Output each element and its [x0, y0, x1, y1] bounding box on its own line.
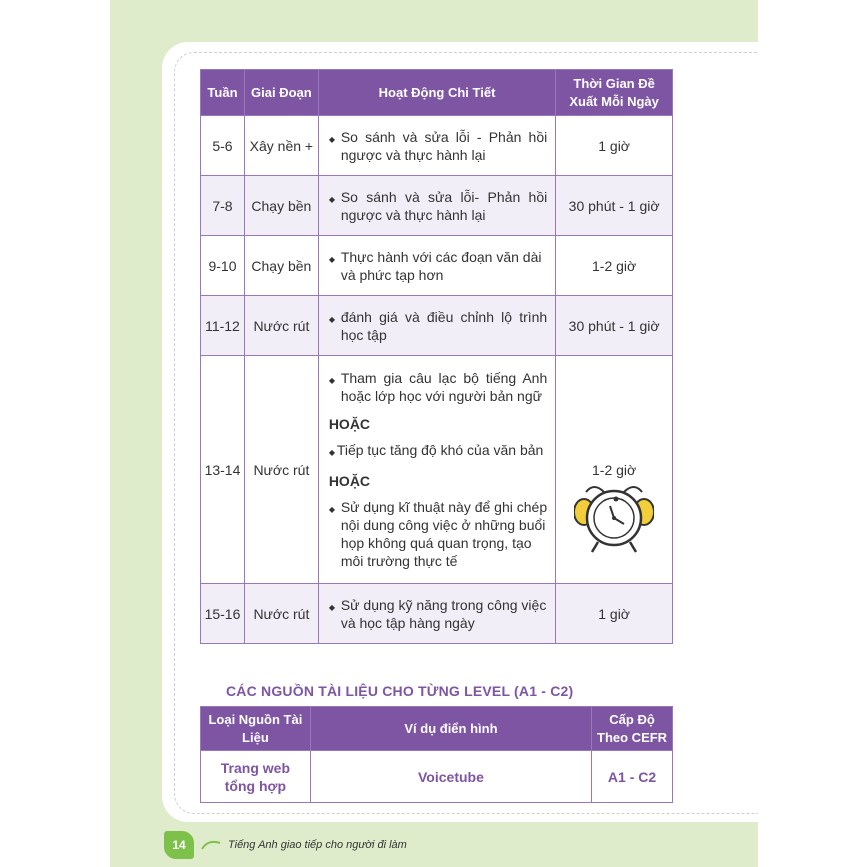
table-row [201, 176, 673, 236]
bullet-item [329, 596, 547, 632]
header-example: Ví dụ điển hình [310, 707, 591, 751]
bullet-item [329, 441, 547, 462]
time-cell: 1 giờ [556, 584, 673, 644]
activity-cell [318, 116, 555, 176]
diamond-bullet-icon: ◆ [328, 134, 335, 144]
bullet-item [329, 128, 547, 164]
activity-text: So sánh và sửa lỗi- Phản hồi ngược và thực hành lại [340, 188, 548, 223]
diamond-bullet-icon: ◆ [328, 254, 335, 264]
time-cell: 1-2 giờ [556, 236, 673, 296]
activity-cell [318, 356, 555, 584]
activity-cell [318, 584, 555, 644]
footer-book-title: Tiếng Anh giao tiếp cho người đi làm [228, 839, 407, 851]
bullet-item [329, 188, 547, 224]
schedule-header-row [201, 70, 673, 116]
diamond-bullet-icon: ◆ [328, 376, 335, 385]
phase-cell: Nước rút [244, 356, 318, 584]
header-activity: Hoạt Động Chi Tiết [318, 70, 555, 116]
table-row [201, 236, 673, 296]
week-cell: 11-12 [201, 296, 245, 356]
header-time: Thời Gian Đề Xuất Mỗi Ngày [556, 70, 673, 116]
phase-cell: Nước rút [244, 584, 318, 644]
header-cefr-level: Cấp Độ Theo CEFR [592, 707, 673, 751]
activity-text: Tham gia câu lạc bộ tiếng Anh hoặc lớp học với người bản ngữ [340, 370, 548, 404]
week-cell: 9-10 [201, 236, 245, 296]
diamond-bullet-icon: ◆ [328, 448, 335, 457]
header-phase: Giai Đoạn [244, 70, 318, 116]
diamond-bullet-icon: ◆ [328, 505, 335, 514]
activity-text: So sánh và sửa lỗi - Phản hồi ngược và thực hành lại [340, 128, 548, 163]
resource-type-cell: Trang web tổng hợp [201, 751, 311, 803]
alarm-clock-icon [574, 484, 654, 556]
time-value: 1-2 giờ [592, 461, 637, 478]
activity-cell [318, 176, 555, 236]
diamond-bullet-icon: ◆ [328, 194, 335, 204]
or-label: HOẶC [328, 416, 371, 432]
diamond-bullet-icon: ◆ [328, 602, 335, 612]
week-cell: 5-6 [201, 116, 245, 176]
header-week: Tuần [201, 70, 245, 116]
activity-text: Sử dụng kĩ thuật này để ghi chép nội dung công việc ở những buổi họp không quá quan trọng, tạo môi trường thực tế [340, 499, 548, 569]
swoosh-icon [200, 837, 222, 853]
activity-cell [318, 236, 555, 296]
table-row [201, 296, 673, 356]
time-cell: 30 phút - 1 giờ [556, 176, 673, 236]
activity-text: Tiếp tục tăng độ khó của văn bản [336, 442, 544, 458]
week-cell: 7-8 [201, 176, 245, 236]
time-cell: 30 phút - 1 giờ [556, 296, 673, 356]
phase-cell: Chạy bền [244, 176, 318, 236]
time-cell: 1 giờ [556, 116, 673, 176]
or-label: HOẶC [328, 473, 371, 489]
phase-cell: Xây nền + [244, 116, 318, 176]
resources-table [200, 706, 673, 803]
resources-section-title: CÁC NGUỒN TÀI LIỆU CHO TỪNG LEVEL (A1 - C2) [226, 683, 574, 699]
table-row [201, 584, 673, 644]
header-resource-type: Loại Nguồn Tài Liệu [201, 707, 311, 751]
diamond-bullet-icon: ◆ [328, 314, 335, 324]
bullet-item [329, 248, 547, 284]
table-row [201, 116, 673, 176]
schedule-table [200, 69, 673, 644]
activity-text: đánh giá và điều chỉnh lộ trình học tập [340, 308, 548, 343]
phase-cell: Nước rút [244, 296, 318, 356]
time-cell [556, 356, 673, 584]
bullet-item [329, 308, 547, 344]
table-row [201, 356, 673, 584]
week-cell: 13-14 [201, 356, 245, 584]
resource-level-cell: A1 - C2 [592, 751, 673, 803]
resources-header-row [201, 707, 673, 751]
page-footer [164, 825, 407, 865]
phase-cell: Chạy bền [244, 236, 318, 296]
bullet-item [329, 369, 547, 405]
table-row [201, 751, 673, 803]
week-cell: 15-16 [201, 584, 245, 644]
activity-text: Sử dụng kỹ năng trong công việc và học tập hàng ngày [340, 596, 547, 631]
resource-example-cell: Voicetube [310, 751, 591, 803]
activity-cell [318, 296, 555, 356]
activity-text: Thực hành với các đoạn văn dài và phức tạp hơn [340, 248, 542, 283]
page-number-badge: 14 [164, 831, 194, 859]
bullet-item [329, 498, 547, 570]
